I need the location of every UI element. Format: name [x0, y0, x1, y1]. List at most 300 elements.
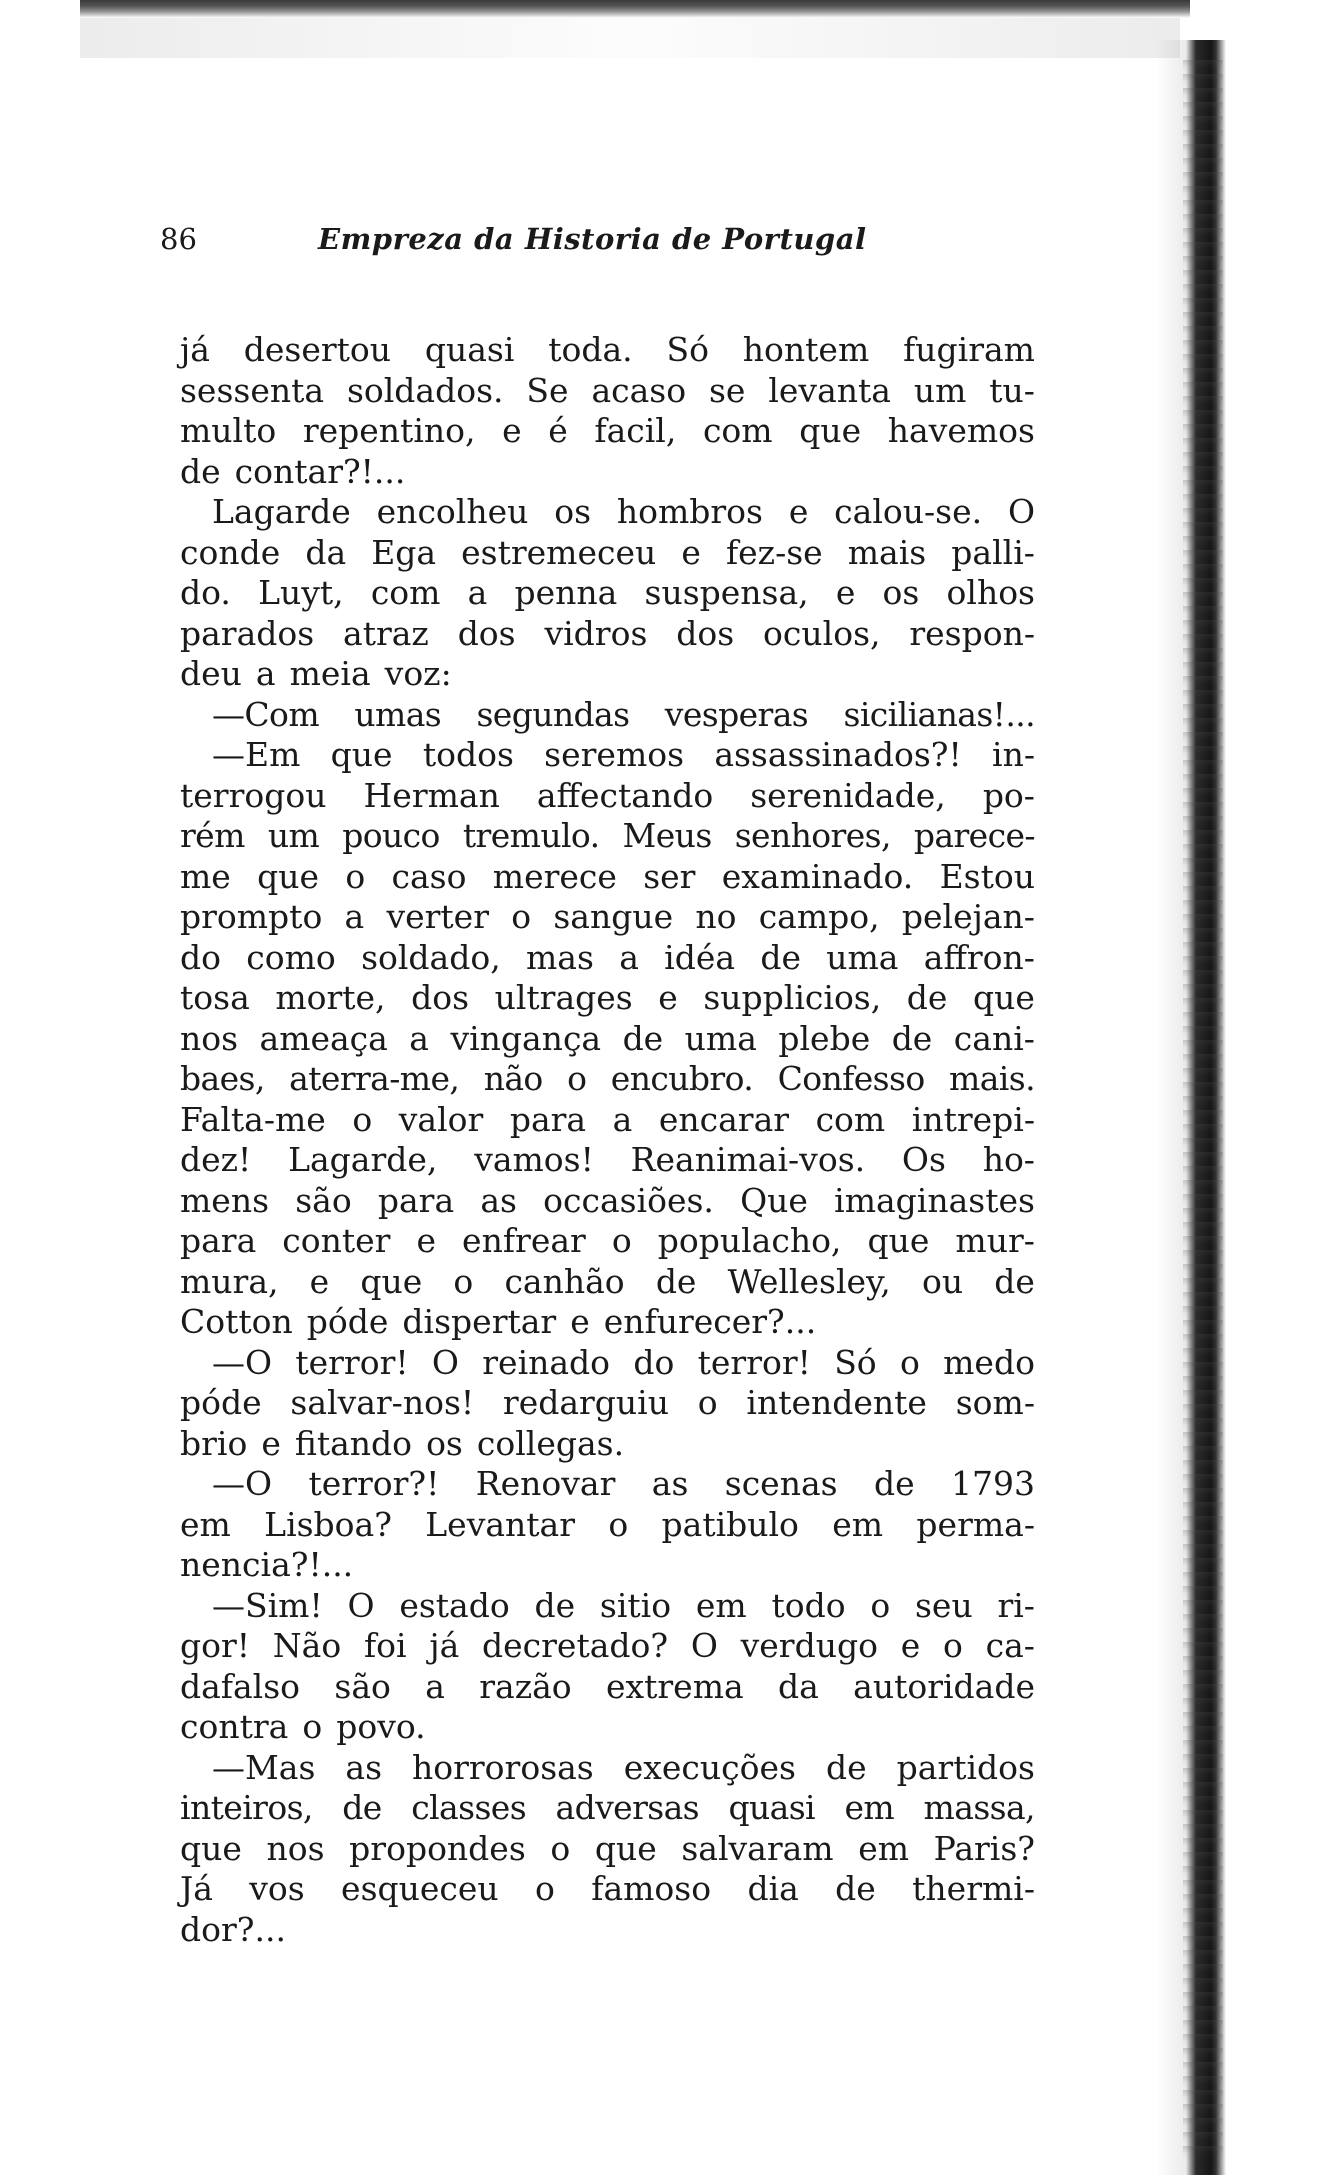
text-line: [180, 371, 1035, 412]
text-word: respon-: [909, 613, 1035, 653]
text-word: morte,: [275, 978, 386, 1017]
text-line: [180, 1869, 1035, 1910]
text-word: em: [844, 1788, 895, 1827]
text-word: todos: [422, 735, 514, 774]
text-word: e: [835, 573, 856, 612]
text-word: para: [377, 1180, 455, 1220]
text-word: mur-: [955, 1221, 1035, 1260]
text-word: encubro.: [610, 1059, 754, 1098]
text-word: dispertar: [402, 1302, 557, 1341]
text-word: perma-: [916, 1504, 1035, 1544]
text-word: dos: [411, 978, 470, 1017]
text-word: quasi: [424, 330, 515, 369]
text-word: que: [594, 1828, 657, 1868]
page-number: 86: [160, 222, 197, 256]
text-word: suspensa,: [644, 573, 809, 612]
text-word: vesperas: [664, 694, 809, 734]
text-word: e: [502, 411, 522, 450]
text-word: 1793: [951, 1464, 1035, 1503]
page-header: [160, 222, 980, 262]
text-line: [180, 938, 1035, 979]
text-word: palli-: [951, 532, 1035, 572]
text-word: o: [453, 1261, 474, 1301]
text-word: sessenta: [180, 370, 325, 410]
text-word: com: [702, 411, 773, 450]
text-word: Se: [526, 370, 569, 410]
text-word: Paris?: [933, 1828, 1035, 1868]
text-line: [180, 1788, 1035, 1829]
text-line: [180, 1545, 1035, 1586]
text-line: [180, 695, 1035, 736]
text-word: de: [622, 1018, 664, 1058]
text-word: razão: [479, 1666, 572, 1706]
text-word: Herman: [363, 775, 500, 815]
text-word: reinado: [482, 1342, 611, 1382]
text-word: mens: [180, 1180, 270, 1220]
text-word: Confesso: [777, 1059, 925, 1098]
text-word: famoso: [591, 1869, 712, 1908]
text-word: as: [651, 1464, 689, 1503]
text-word: meia: [289, 654, 371, 693]
text-word: brio: [180, 1423, 248, 1463]
text-word: —Mas: [212, 1747, 316, 1787]
text-word: e: [570, 1302, 590, 1341]
text-word: valor: [398, 1099, 484, 1139]
text-word: tosa: [180, 978, 250, 1017]
text-line: [180, 654, 1035, 695]
text-word: imaginastes: [834, 1180, 1035, 1220]
text-word: umas: [354, 694, 442, 734]
page-top-shading: [80, 18, 1180, 58]
text-line: [180, 573, 1035, 614]
text-word: o: [345, 856, 366, 896]
text-word: é: [548, 411, 568, 450]
text-word: da: [778, 1666, 819, 1706]
text-word: todo: [771, 1585, 846, 1625]
text-word: o: [608, 1504, 629, 1544]
text-word: as: [480, 1180, 517, 1220]
text-word: intendente: [746, 1383, 927, 1422]
text-word: encolheu: [376, 492, 529, 531]
text-word: de: [655, 1261, 697, 1301]
text-line: [180, 1302, 1035, 1343]
text-word: dez!: [180, 1140, 252, 1179]
text-word: idéa: [664, 937, 736, 977]
text-word: parados: [180, 613, 315, 653]
text-word: Levantar: [425, 1504, 575, 1544]
text-word: conter: [282, 1221, 391, 1260]
text-word: in-: [992, 735, 1035, 774]
text-word: a: [344, 897, 365, 936]
text-word: Os: [901, 1140, 946, 1179]
text-word: fez-se: [725, 532, 823, 572]
text-word: e: [261, 1423, 281, 1463]
text-word: som-: [955, 1383, 1035, 1422]
text-word: a: [255, 654, 276, 693]
text-word: dos: [676, 613, 735, 653]
text-word: do: [180, 937, 221, 977]
text-word: verdugo: [740, 1626, 878, 1665]
text-word: terror?!: [308, 1464, 440, 1503]
text-word: que: [180, 1828, 242, 1868]
text-word: o: [870, 1585, 891, 1625]
text-word: verter: [386, 897, 489, 936]
text-word: a: [619, 937, 639, 977]
text-word: me: [180, 856, 231, 896]
text-word: contar?!...: [234, 451, 406, 491]
text-line: [180, 1059, 1035, 1100]
text-word: populacho,: [657, 1221, 842, 1260]
text-line: [180, 1221, 1035, 1262]
text-line: [180, 1140, 1035, 1181]
text-word: desertou: [243, 330, 392, 369]
text-word: thermi-: [912, 1869, 1035, 1908]
text-word: —Sim!: [212, 1585, 323, 1625]
text-word: serenidade,: [750, 775, 946, 815]
text-word: a: [467, 573, 488, 612]
text-word: de: [534, 1585, 576, 1625]
text-word: vamos!: [474, 1140, 594, 1179]
text-word: execuções: [623, 1747, 796, 1787]
text-word: o: [511, 897, 532, 936]
text-line: [180, 1424, 1035, 1465]
text-word: dafalso: [180, 1666, 301, 1706]
text-word: em: [180, 1504, 231, 1544]
text-word: caso: [391, 856, 467, 896]
text-word: terror!: [697, 1342, 811, 1382]
text-word: encarar: [658, 1099, 790, 1139]
text-word: e: [681, 532, 701, 572]
text-word: toda.: [548, 330, 633, 369]
text-line: [180, 411, 1035, 452]
text-word: fugiram: [903, 330, 1035, 369]
text-word: facil,: [594, 411, 677, 450]
text-word: Wellesley,: [727, 1261, 891, 1301]
text-word: affectando: [536, 775, 714, 815]
text-word: Cotton: [180, 1302, 293, 1341]
text-word: os: [426, 1423, 463, 1463]
text-word: propondes: [349, 1828, 526, 1868]
text-word: examinado.: [721, 856, 914, 896]
text-word: uma: [826, 937, 899, 977]
text-word: de: [906, 978, 948, 1017]
text-word: em: [858, 1828, 910, 1868]
text-word: de: [891, 1018, 933, 1058]
text-word: o: [567, 1059, 587, 1098]
text-word: Luyt,: [258, 573, 344, 612]
text-word: quasi: [728, 1788, 816, 1827]
text-word: voz:: [384, 654, 452, 693]
text-word: terrogou: [180, 775, 327, 815]
text-word: de: [760, 937, 801, 977]
text-word: mais.: [949, 1059, 1035, 1098]
text-word: vos: [249, 1869, 305, 1908]
text-word: que: [799, 411, 862, 450]
text-word: Falta-me: [180, 1099, 326, 1139]
text-word: senhores,: [734, 816, 891, 855]
text-word: —O: [212, 1464, 273, 1503]
text-word: partidos: [896, 1747, 1035, 1787]
text-word: que: [257, 856, 320, 896]
text-word: salvaram: [681, 1828, 834, 1868]
text-word: Lisboa?: [264, 1504, 392, 1544]
text-word: Só: [834, 1342, 877, 1382]
text-word: um: [913, 370, 967, 410]
text-word: horrorosas: [412, 1747, 594, 1787]
text-line: [180, 533, 1035, 574]
text-word: assassinados?!: [714, 735, 962, 774]
text-word: nencia?!...: [180, 1545, 354, 1584]
text-word: baes,: [180, 1059, 265, 1098]
text-word: Só: [666, 330, 709, 369]
text-word: e: [416, 1221, 437, 1260]
text-word: O: [690, 1626, 718, 1665]
text-word: enfrear: [462, 1221, 586, 1260]
text-line: [180, 1667, 1035, 1708]
text-word: dia: [747, 1869, 799, 1908]
text-word: a: [425, 1666, 445, 1706]
text-word: e: [658, 978, 678, 1017]
text-word: de: [342, 1788, 382, 1827]
text-word: enfurecer?...: [603, 1302, 817, 1341]
text-word: ca-: [985, 1626, 1035, 1665]
text-word: de: [873, 1464, 915, 1503]
text-word: se: [708, 370, 746, 410]
text-word: O: [347, 1585, 375, 1625]
text-word: atraz: [343, 613, 429, 653]
text-word: intrepi-: [911, 1099, 1035, 1139]
text-word: Meus: [622, 816, 712, 855]
text-word: Reanimai-vos.: [630, 1140, 866, 1179]
text-word: levanta: [768, 370, 891, 410]
text-word: e: [900, 1626, 921, 1665]
text-word: —Em: [212, 735, 301, 774]
text-word: Estou: [939, 856, 1035, 896]
text-word: redarguiu: [502, 1383, 669, 1422]
text-word: mas: [526, 937, 594, 977]
text-word: e: [309, 1261, 330, 1301]
text-word: sitio: [599, 1585, 672, 1625]
text-word: dor?...: [180, 1909, 286, 1949]
text-word: scenas: [724, 1464, 838, 1503]
text-word: as: [345, 1747, 383, 1787]
text-word: já: [180, 330, 210, 369]
text-word: póde: [306, 1302, 389, 1341]
text-word: deu: [180, 654, 242, 693]
text-word: campo,: [758, 897, 880, 936]
text-word: dos: [457, 613, 516, 653]
text-word: em: [832, 1504, 884, 1544]
text-word: acaso: [591, 370, 687, 410]
text-word: canhão: [504, 1261, 625, 1301]
text-word: prompto: [180, 897, 323, 936]
text-word: merece: [492, 856, 617, 896]
text-word: autoridade: [853, 1666, 1035, 1706]
text-word: de: [994, 1261, 1035, 1301]
text-word: supplicios,: [703, 978, 882, 1017]
text-word: oculos,: [763, 613, 881, 653]
text-word: massa,: [923, 1788, 1035, 1827]
text-word: pouco: [342, 816, 440, 855]
text-word: aterra-me,: [289, 1059, 460, 1098]
text-line: [180, 1748, 1035, 1789]
text-word: O: [1007, 492, 1035, 531]
text-word: Já: [180, 1869, 213, 1908]
text-word: inteiros,: [180, 1788, 313, 1827]
text-line: [180, 1829, 1035, 1870]
text-word: povo.: [336, 1707, 426, 1746]
text-line: [180, 857, 1035, 898]
text-word: esqueceu: [341, 1869, 499, 1908]
text-word: havemos: [887, 411, 1035, 450]
text-word: são: [295, 1180, 352, 1220]
text-word: Lagarde: [212, 492, 351, 531]
text-word: ameaça: [259, 1018, 388, 1058]
text-word: para: [509, 1099, 587, 1139]
text-word: de: [825, 1747, 867, 1787]
text-line: [180, 1343, 1035, 1384]
text-word: o: [942, 1626, 963, 1665]
text-word: são: [334, 1666, 391, 1706]
text-word: de: [180, 451, 221, 491]
text-line: [180, 1910, 1035, 1951]
text-word: os: [882, 573, 920, 612]
text-word: o: [550, 1828, 571, 1868]
text-word: estremeceu: [461, 532, 657, 572]
body-text: [180, 330, 1035, 1950]
text-word: contra: [180, 1707, 289, 1746]
text-word: O: [431, 1342, 459, 1382]
text-word: terror!: [295, 1342, 409, 1382]
text-word: a: [409, 1018, 429, 1058]
text-word: adversas: [555, 1788, 700, 1827]
text-line: [180, 1019, 1035, 1060]
text-word: extrema: [605, 1666, 744, 1706]
text-word: já: [429, 1626, 460, 1665]
text-word: soldados.: [346, 370, 504, 410]
text-word: po-: [982, 775, 1035, 815]
page-top-shadow: [80, 0, 1190, 18]
running-title: Empreza da Historia de Portugal: [318, 222, 867, 256]
text-line: [180, 1262, 1035, 1303]
text-word: no: [695, 897, 737, 936]
text-word: ou: [921, 1261, 964, 1301]
text-word: como: [246, 937, 336, 977]
text-word: decretado?: [482, 1626, 669, 1665]
text-word: foi: [363, 1626, 407, 1665]
text-line: [180, 1100, 1035, 1141]
text-word: cani-: [953, 1018, 1035, 1058]
text-word: penna: [514, 573, 618, 612]
text-word: olhos: [946, 573, 1035, 612]
text-word: segundas: [476, 694, 630, 734]
text-line: [180, 1505, 1035, 1546]
text-word: nos: [266, 1828, 325, 1868]
text-word: que: [360, 1261, 423, 1301]
text-word: da: [305, 532, 347, 572]
text-word: pelejan-: [901, 897, 1035, 936]
text-word: soldado,: [361, 937, 501, 977]
text-word: Não: [272, 1626, 342, 1665]
text-word: salvar-nos!: [290, 1383, 475, 1422]
text-line: [180, 978, 1035, 1019]
text-word: —O: [212, 1342, 273, 1382]
text-word: ri-: [997, 1585, 1035, 1625]
text-word: ser: [643, 856, 696, 896]
text-word: póde: [180, 1383, 262, 1422]
text-word: o: [611, 1221, 632, 1260]
text-word: —Com: [212, 694, 320, 734]
text-word: conde: [180, 532, 281, 572]
text-word: multo: [180, 411, 277, 450]
text-word: rém: [180, 816, 245, 855]
text-word: repentino,: [302, 411, 476, 450]
text-line: [180, 735, 1035, 776]
text-line: [180, 1181, 1035, 1222]
text-word: a: [612, 1099, 633, 1139]
text-word: Que: [740, 1180, 808, 1220]
text-word: mura,: [180, 1261, 279, 1301]
text-line: [180, 614, 1035, 655]
text-word: patibulo: [661, 1504, 799, 1544]
text-word: sangue: [553, 897, 674, 936]
text-word: o: [899, 1342, 920, 1382]
text-word: não: [483, 1059, 543, 1098]
text-word: calou-se.: [834, 492, 983, 531]
text-word: nos: [180, 1018, 239, 1058]
text-word: que: [867, 1221, 930, 1260]
text-word: tremulo.: [462, 816, 600, 855]
text-word: o: [302, 1707, 323, 1746]
text-line: [180, 816, 1035, 857]
text-word: parece-: [913, 816, 1035, 855]
text-word: plebe: [778, 1018, 871, 1058]
text-word: occasiões.: [543, 1180, 714, 1220]
text-word: Ega: [371, 532, 437, 572]
text-word: collegas.: [476, 1423, 625, 1463]
text-word: ho-: [982, 1140, 1035, 1179]
text-word: vidros: [544, 613, 648, 653]
text-word: hontem: [742, 330, 870, 369]
text-line: [180, 492, 1035, 533]
text-line: [180, 1383, 1035, 1424]
text-word: do.: [180, 573, 231, 612]
text-word: do: [633, 1342, 675, 1382]
text-word: medo: [943, 1342, 1035, 1382]
text-word: e: [788, 492, 809, 531]
text-word: gor!: [180, 1626, 251, 1665]
text-word: seu: [914, 1585, 973, 1625]
text-word: affron-: [923, 937, 1035, 977]
text-word: vingança: [450, 1018, 602, 1058]
page-right-speckle: [1183, 60, 1223, 2160]
text-word: de: [835, 1869, 876, 1908]
text-word: Lagarde,: [288, 1140, 438, 1179]
text-word: fitando: [294, 1423, 413, 1463]
text-word: estado: [399, 1585, 510, 1625]
text-word: que: [973, 978, 1035, 1017]
text-word: o: [535, 1869, 555, 1908]
text-line: [180, 1586, 1035, 1627]
text-word: o: [352, 1099, 373, 1139]
text-word: os: [554, 492, 592, 531]
text-word: sicilianas!...: [843, 694, 1035, 734]
text-line: [180, 330, 1035, 371]
text-word: em: [695, 1585, 747, 1625]
text-word: uma: [684, 1018, 757, 1058]
text-word: ultrages: [494, 978, 633, 1017]
text-line: [180, 1707, 1035, 1748]
